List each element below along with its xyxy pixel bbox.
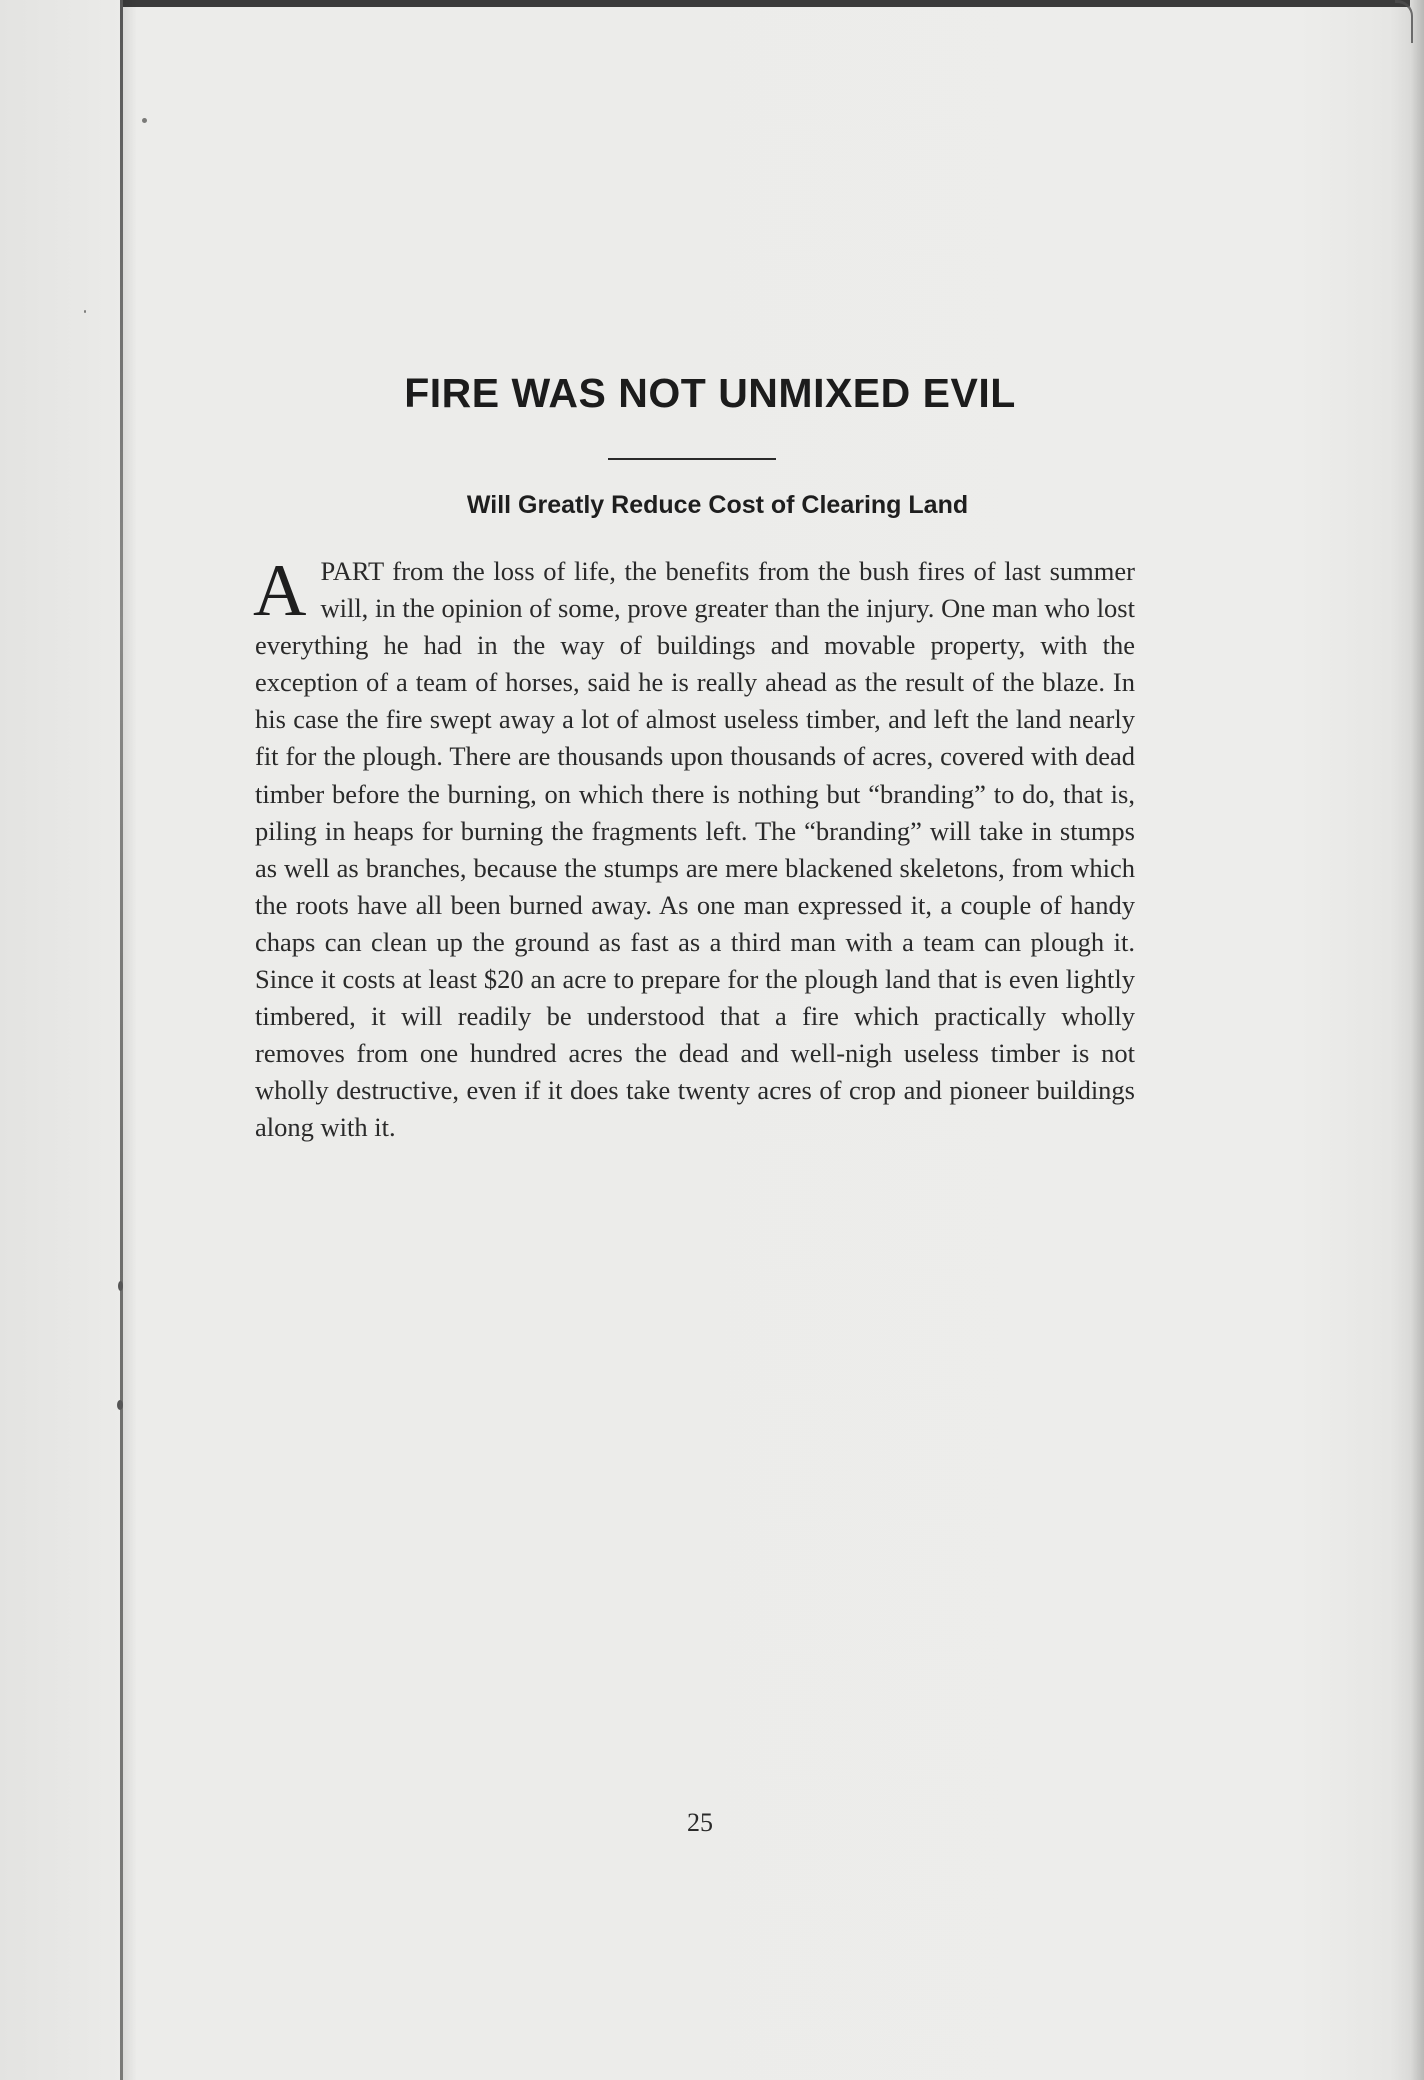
page-title: FIRE WAS NOT UNMIXED EVIL [404, 370, 1016, 416]
paper-speck [84, 310, 86, 313]
page-corner-curl [1395, 0, 1413, 43]
paper-speck [142, 118, 147, 123]
paper-speck [117, 1400, 123, 1410]
paper-speck [118, 1281, 123, 1291]
binding-shadow [123, 0, 137, 2080]
article-subtitle: Will Greatly Reduce Cost of Clearing Land [466, 491, 969, 519]
article-text: PART from the loss of life, the benefits from the bush fires of last summer will, in the opinion of some, prove greater than the injury. One man who lost everything he had in the way of buildings and movable property, with the exception of a team of horses, said he is really ahead as the result of the blaze. In his case the fire swept away a lot of almost useless timber, and left the land nearly fit for the plough. There are thousands upon thousands of acres, covered with dead timber before the burning, on which there is nothing but “branding” to do, that is, piling in heaps for burning the fragments left. The “branding” will take in stumps as well as branches, because the stumps are mere blackened skeletons, from which the roots have all been burned away. As one man expressed it, a couple of handy chaps can clean up the ground as fast as a third man with a team can plough it. Since it costs at least $20 an acre to prepare for the plough land that is even lightly timbered, it will readily be understood that a fire which practically wholly removes from one hundred acres the dead and well-nigh useless timber is not wholly destructive, even if it does take twenty acres of crop and pioneer buildings along with it. [255, 556, 1135, 1143]
drop-cap: A [253, 550, 307, 632]
page-number: 25 [687, 1808, 713, 1837]
page-top-edge [120, 0, 1410, 7]
article-body [253, 550, 1135, 1147]
title-divider [608, 458, 776, 460]
page-right-edge [1410, 0, 1424, 2080]
